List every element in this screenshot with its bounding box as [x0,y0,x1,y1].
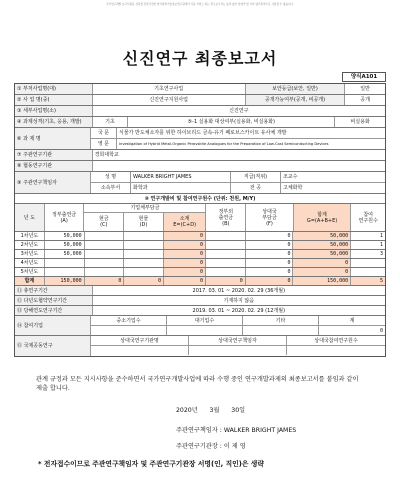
budget-row-staff [351,268,385,276]
researcher-dept-row [91,183,385,193]
intl-col3: 상대국참여연구원수 [314,337,358,344]
budget-total-year: 합계 [15,277,45,285]
budget-row-cash [85,268,125,276]
budget-staff-header: 참여 연구원수 [358,211,378,224]
submission-statement: 관계 규정과 모든 지시사항을 준수하면서 국가연구개발사업에 따라 수행 중인 연구개발과제의 최종보고서를 붙임과 같이 제출 합니다. [36,376,359,392]
row-program [15,84,385,95]
intl-v2 [189,346,287,355]
participating-label: ⑭ 참여기업 [15,316,91,335]
participating-v1 [91,326,167,335]
budget-row [15,268,385,277]
intl-v3 [287,346,385,355]
participating-v3 [243,326,319,335]
budget-row-year: 2차년도 [15,241,45,249]
task-name-group [91,128,385,149]
researcher-signature: 주관연구책임자 : WALKER BRIGHT JAMES [176,427,297,434]
budget-row-year: 1차년도 [15,232,45,240]
period-label: ⑪ 총연구기간 [15,286,93,295]
budget-row-local2: 0 [246,250,294,258]
practical-label: ⑤-1 실용화 대상여부(실용화, 비실용화) [128,117,335,127]
budget-row-cash [85,259,125,267]
budget-row-gov: 50,000 [45,250,85,258]
budget-row-kind [124,259,164,267]
row-this-period [15,306,385,316]
budget-row-year: 4차년도 [15,259,45,267]
budget-column-headers [15,204,385,232]
intl-v1 [91,346,189,355]
row-period [15,286,385,296]
researcher-position-label: 직급(직위) [231,172,281,182]
budget-row-kind [124,268,164,276]
participating-v2 [167,326,243,335]
date-month: 3월 [209,407,220,414]
intl-header-row [91,336,385,346]
budget-row-gov: 50,000 [45,241,85,249]
task-name-eng-row [91,139,385,149]
this-period-value: 2019. 03. 01 ~ 2020. 02. 29 (12개월) [192,307,286,314]
budget-row-local [206,268,246,276]
lead-agency-label: ⑦ 주관연구기관 [15,150,93,160]
task-name-label: ⑥ 과 제 명 [15,128,91,149]
budget-row-local [206,250,246,258]
disclosure-label: 공개가능여부(공개, 비공개) [246,95,345,105]
budget-total-kind: 0 [124,277,164,285]
participating-v4: 0 [379,327,383,334]
sub-project-label: ③ 세부사업명(소) [15,106,93,116]
budget-corp-subheaders [84,213,205,231]
copyright-notice: 국가연구개발 보고서원문 성과물 전담기관인 한국과학기술정보연구원에서 가공·서비스 되는 연구보고서는 동의 없이 상업적 및 기타 영리목적으로 사용할 수 없습니다. [106,3,294,6]
budget-total-cash: 0 [85,277,125,285]
budget-row-gov: 50,000 [45,232,85,240]
intl-col2: 상대국연구책임자 [189,336,287,345]
participating-col4: 계 [349,317,355,324]
budget-row-total: 50,000 [293,232,351,240]
budget-row-gov [45,259,85,267]
budget-row-local2: 0 [246,268,294,276]
program-label: ① 부처사업명(대) [15,84,93,94]
budget-total-gov: 150,000 [45,277,85,285]
period-value: 2017. 03. 01 ~ 2020. 02. 29 (36개월) [192,287,286,294]
row-project-name [15,95,385,106]
budget-row-local2: 0 [246,241,294,249]
budget-row-subtotal: 0 [164,268,206,276]
participating-header-row [91,316,385,326]
researcher-name-value: WALKER BRIGHT JAMES [131,172,231,182]
budget-total-total: 150,000 [293,277,351,285]
budget-section-label: ⑩ 연구개발비 및 참여연구원수 (단위: 천원, M/Y) [144,195,256,202]
sub-project-value: 신진연구 [229,108,249,114]
row-participating [15,316,385,336]
row-budget-header [15,194,385,204]
task-kor-label: 국 문 [91,128,117,138]
budget-row [15,250,385,259]
program-value: 기초연구사업 [93,84,246,94]
field-label: ④ 과제성격(기초, 응용, 개발) [15,117,93,127]
budget-row-subtotal: 0 [164,232,206,240]
agency-signature: 주관연구기관장 : 이 제 영 [176,443,246,450]
budget-kind-header: 현물 (D) [124,213,164,231]
budget-row [15,241,385,250]
budget-corp-header: 기업체부담금 [84,204,205,213]
researcher-major-label: 전 공 [231,183,281,193]
budget-subtotal-header: 소계 E=(C+D) [164,213,206,231]
budget-row-year: 3차년도 [15,250,45,258]
participating-col2: 대기업수 [167,316,243,325]
budget-row-subtotal: 0 [164,259,206,267]
researcher-major-value: 고체화학 [283,185,303,191]
budget-row-staff [351,259,385,267]
budget-total-subtotal: 0 [164,277,206,285]
participating-col1: 중소기업수 [91,316,167,325]
security-label: 보안등급(보안, 일반) [246,84,345,94]
row-task-name [15,128,385,150]
budget-row-cash [85,250,125,258]
participating-col3: 기타 [243,316,319,325]
intl-value-row [91,346,385,355]
date-year: 2020년 [176,407,198,414]
project-name-value: 신진연구지원사업 [93,95,246,105]
budget-row-local [206,259,246,267]
budget-row [15,232,385,241]
budget-row [15,259,385,268]
row-field [15,117,385,128]
budget-row-local [206,241,246,249]
disclosure-value: 공개 [360,97,370,103]
researcher-group [91,172,385,193]
budget-row-total: 0 [293,259,351,267]
task-kor-value: 식물가 반도체소자를 위한 하이브리드 금속-유기 페로브스카이트 유사체 개발 [119,130,287,136]
budget-total-local2: 0 [246,277,294,285]
multi-year-label: ⑫ 다년도협약연구기간 [15,296,93,305]
task-eng-label: 영 문 [91,139,117,149]
budget-year-header: 년 도 [15,204,45,231]
row-lead-agency [15,150,385,161]
row-researcher [15,172,385,194]
budget-row-total: 50,000 [293,250,351,258]
budget-row-year: 5차년도 [15,268,45,276]
budget-row-gov [45,268,85,276]
budget-row-cash [85,232,125,240]
project-name-label: ② 사 업 명(중) [15,95,93,105]
co-agency-value [93,161,385,171]
budget-row-subtotal: 0 [164,250,206,258]
researcher-position-value: 조교수 [283,174,298,180]
intl-col1: 상대국연구기관명 [91,336,189,345]
budget-row-total: 50,000 [293,241,351,249]
page-title: 신진연구 최종보고서 [122,49,278,68]
report-form [14,83,386,357]
row-co-agency [15,161,385,172]
budget-row-kind [124,241,164,249]
budget-total-staff: 5 [379,278,383,284]
budget-corp-group [84,204,206,231]
submission-date [176,405,245,414]
budget-row-staff: 1 [379,233,383,239]
footnote: * 전자접수이므로 주관연구책임자 및 주관연구기관장 서명(인, 직인)은 생략 [38,460,264,468]
security-value: 일반 [360,86,370,92]
budget-total-row [15,277,385,286]
budget-row-total: 0 [293,268,351,276]
participating-group [91,316,385,335]
budget-cash-header: 현금 (C) [84,213,124,231]
task-eng-value: Investigation of Hybrid Metal-Organic Perovskite Analogues for the Preparation of Low-Cost Semiconducting Devices [119,142,329,146]
participating-value-row [91,326,385,335]
researcher-name-row [91,172,385,183]
budget-row-staff: 3 [379,251,383,257]
co-agency-label: ⑧ 협동연구기관 [15,161,93,171]
budget-row-local [206,232,246,240]
budget-row-kind [124,232,164,240]
row-intl [15,336,385,356]
date-day: 30일 [231,407,246,414]
budget-row-local2: 0 [246,232,294,240]
multi-year-value: 기재하지 않음 [223,297,255,304]
row-multi-year [15,296,385,306]
budget-row-local2: 0 [246,259,294,267]
intl-group [91,336,385,356]
this-period-label: ⑬ 당해연도연구기간 [15,306,93,315]
researcher-dept-value: 화학과 [131,183,231,193]
task-name-kor-row [91,128,385,139]
intl-label: ⑮ 국제공동연구 [15,336,91,356]
row-sub-project [15,106,385,117]
researcher-label: ⑨ 주관연구책임자 [15,172,91,193]
budget-local2-header: 상대국 부담금 (F) [246,204,294,231]
form-code: 양식A101 [342,72,386,82]
practical-value: 비실용화 [350,119,370,125]
budget-gov-header: 정부출연금 (A) [45,204,85,231]
budget-row-cash [85,241,125,249]
budget-row-kind [124,250,164,258]
field-value: 기초 [93,117,129,127]
budget-total-header: 합계 G=(A+B+E) [294,204,352,231]
budget-row-subtotal: 0 [164,241,206,249]
budget-row-staff: 1 [379,242,383,248]
researcher-name-label: 성 명 [91,172,131,182]
budget-total-local: 0 [206,277,246,285]
lead-agency-value: 경희대학교 [94,152,119,158]
researcher-dept-label: 소속부서 [91,183,131,193]
budget-local-header: 정부외 출연금 (B) [206,204,246,231]
